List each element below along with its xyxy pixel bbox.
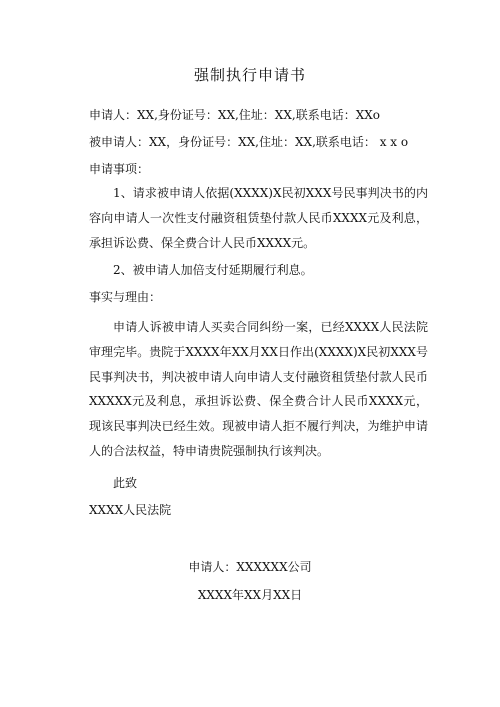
document-title: 强制执行申请书: [193, 66, 306, 84]
facts-heading: 事实与理由：: [89, 290, 162, 304]
document-date: XXXX年XX月XX日: [197, 588, 303, 602]
applicant-signature: 申请人：XXXXXX公司: [188, 560, 312, 574]
facts-body: 申请人诉被申请人买卖合同纠纷一案，已经XXXX人民法院审理完毕。贵院于XXXX年XX月XX日作出(XXXX)X民初XXX号民事判决书，判决被申请人向申请人支付融资租赁垫付款人民币XXXXX元及利息，承担诉讼费、保全费合计人民币XXXX元，现该民事判决已经生效。现被申请人拒不履行判决，为维护申请人的合法权益，特申请贵院强制执行该判决。: [89, 320, 428, 458]
request-item-2: 2、被申请人加倍支付延期履行利息。: [113, 263, 313, 277]
respondent-line: 被申请人：XX，身份证号：XX,住址：XX,联系电话： x x o: [89, 135, 409, 149]
applicant-line: 申请人：XX,身份证号：XX,住址：XX,联系电话：XXo: [89, 108, 381, 122]
court-name: XXXX人民法院: [89, 503, 172, 517]
request-item-1: 1、请求被申请人依据(XXXX)X民初XXX号民事判决书的内容向申请人一次性支付融资租赁垫付款人民币XXXX元及利息，承担诉讼费、保全费合计人民币XXXX元。: [89, 186, 428, 250]
closing-salutation: 此致: [113, 476, 138, 490]
requests-heading: 申请事项：: [89, 162, 150, 176]
